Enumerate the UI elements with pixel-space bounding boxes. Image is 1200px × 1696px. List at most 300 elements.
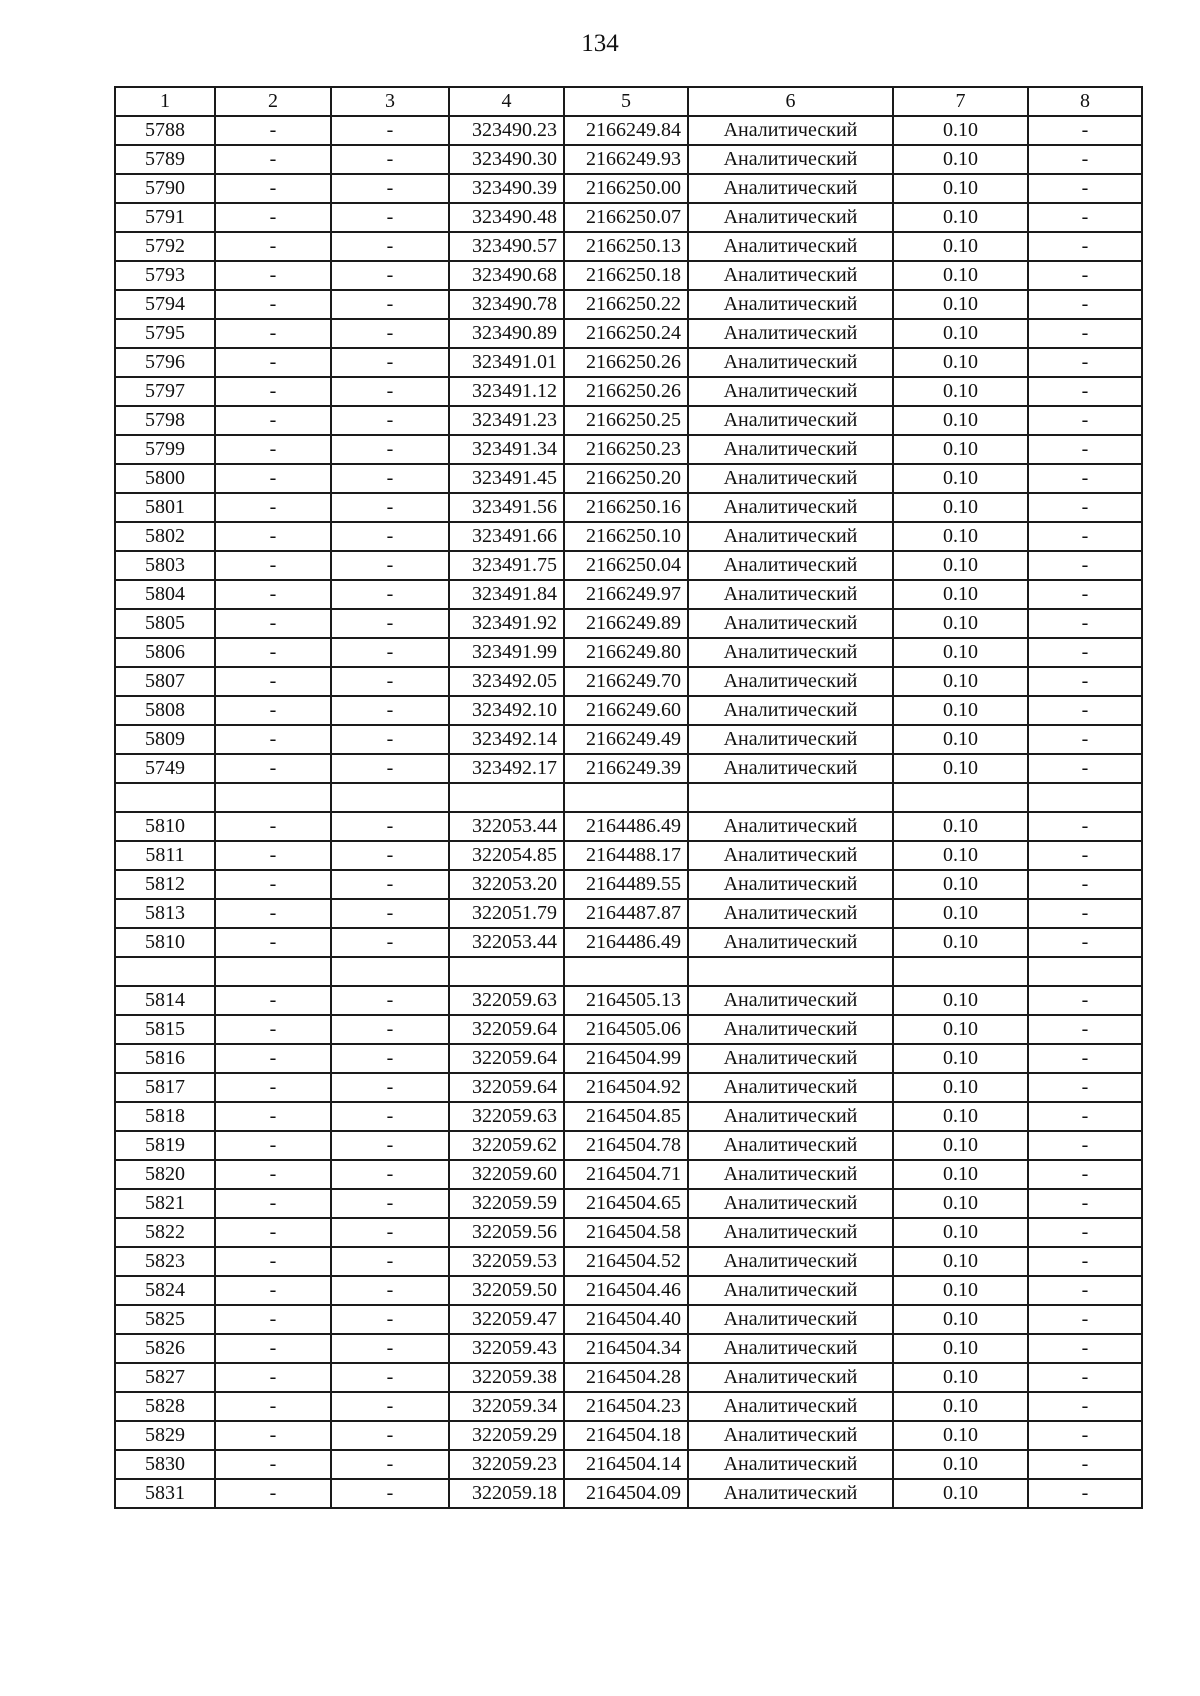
y-coordinate-cell: 2166250.24 [564,319,688,348]
y-coordinate-cell: 2166250.20 [564,464,688,493]
y-coordinate-cell: 2166250.13 [564,232,688,261]
col3-cell: - [331,493,449,522]
x-coordinate-cell: 323492.14 [449,725,564,754]
point-number-cell: 5830 [115,1450,215,1479]
x-coordinate-cell: 323492.05 [449,667,564,696]
table-row-separator [115,783,1142,812]
point-number-cell: 5795 [115,319,215,348]
y-coordinate-cell: 2164504.18 [564,1421,688,1450]
col3-cell [331,957,449,986]
method-cell: Аналитический [688,667,893,696]
col2-cell: - [215,290,331,319]
col2-cell: - [215,1276,331,1305]
col8-cell: - [1028,580,1142,609]
table-row [115,928,1142,957]
table-row [115,1450,1142,1479]
col2-cell [215,783,331,812]
x-coordinate-cell: 322059.63 [449,986,564,1015]
point-number-cell: 5804 [115,580,215,609]
point-number-cell [115,957,215,986]
accuracy-cell: 0.10 [893,290,1028,319]
point-number-cell: 5789 [115,145,215,174]
col3-cell: - [331,116,449,145]
x-coordinate-cell: 322059.56 [449,1218,564,1247]
table-row [115,145,1142,174]
method-cell: Аналитический [688,870,893,899]
col3-cell: - [331,232,449,261]
method-cell: Аналитический [688,203,893,232]
col3-cell: - [331,377,449,406]
point-number-cell: 5793 [115,261,215,290]
col3-cell: - [331,725,449,754]
x-coordinate-cell: 322059.63 [449,1102,564,1131]
col2-cell: - [215,1392,331,1421]
col2-cell: - [215,145,331,174]
method-cell: Аналитический [688,1102,893,1131]
table-row [115,870,1142,899]
method-cell: Аналитический [688,986,893,1015]
method-cell [688,783,893,812]
method-cell: Аналитический [688,1073,893,1102]
point-number-cell: 5807 [115,667,215,696]
y-coordinate-cell: 2164504.09 [564,1479,688,1508]
col8-cell: - [1028,870,1142,899]
accuracy-cell: 0.10 [893,406,1028,435]
x-coordinate-cell: 323491.45 [449,464,564,493]
point-number-cell: 5803 [115,551,215,580]
table-row [115,1363,1142,1392]
x-coordinate-cell: 322053.44 [449,812,564,841]
method-cell: Аналитический [688,725,893,754]
col8-cell: - [1028,667,1142,696]
col3-cell: - [331,580,449,609]
col3-cell: - [331,203,449,232]
method-cell: Аналитический [688,116,893,145]
point-number-cell: 5817 [115,1073,215,1102]
col8-cell: - [1028,928,1142,957]
table-row [115,1189,1142,1218]
x-coordinate-cell: 322059.23 [449,1450,564,1479]
col3-cell: - [331,261,449,290]
accuracy-cell: 0.10 [893,986,1028,1015]
x-coordinate-cell: 323491.23 [449,406,564,435]
x-coordinate-cell: 323491.34 [449,435,564,464]
point-number-cell: 5826 [115,1334,215,1363]
col8-cell: - [1028,464,1142,493]
point-number-cell: 5813 [115,899,215,928]
x-coordinate-cell: 322054.85 [449,841,564,870]
col2-cell: - [215,174,331,203]
accuracy-cell: 0.10 [893,261,1028,290]
x-coordinate-cell: 322059.64 [449,1044,564,1073]
y-coordinate-cell: 2166250.26 [564,348,688,377]
point-number-cell: 5829 [115,1421,215,1450]
column-header: 5 [564,87,688,116]
col2-cell: - [215,1015,331,1044]
accuracy-cell: 0.10 [893,1479,1028,1508]
accuracy-cell: 0.10 [893,899,1028,928]
y-coordinate-cell: 2166250.04 [564,551,688,580]
point-number-cell: 5818 [115,1102,215,1131]
method-cell: Аналитический [688,812,893,841]
col2-cell: - [215,319,331,348]
col2-cell: - [215,116,331,145]
col8-cell: - [1028,1015,1142,1044]
x-coordinate-cell: 322059.43 [449,1334,564,1363]
col2-cell: - [215,522,331,551]
point-number-cell: 5800 [115,464,215,493]
method-cell: Аналитический [688,754,893,783]
col3-cell: - [331,1044,449,1073]
col8-cell: - [1028,609,1142,638]
point-number-cell: 5809 [115,725,215,754]
table-row [115,348,1142,377]
col3-cell: - [331,928,449,957]
x-coordinate-cell: 323490.68 [449,261,564,290]
y-coordinate-cell: 2166250.25 [564,406,688,435]
col2-cell: - [215,580,331,609]
y-coordinate-cell: 2164488.17 [564,841,688,870]
col3-cell: - [331,1421,449,1450]
accuracy-cell: 0.10 [893,203,1028,232]
col2-cell: - [215,725,331,754]
y-coordinate-cell: 2166250.00 [564,174,688,203]
col3-cell: - [331,1247,449,1276]
y-coordinate-cell: 2164486.49 [564,812,688,841]
x-coordinate-cell: 323491.84 [449,580,564,609]
accuracy-cell: 0.10 [893,1305,1028,1334]
y-coordinate-cell: 2164504.99 [564,1044,688,1073]
col3-cell: - [331,1073,449,1102]
method-cell: Аналитический [688,1160,893,1189]
col3-cell: - [331,1450,449,1479]
col3-cell: - [331,1479,449,1508]
table-row [115,1073,1142,1102]
col8-cell: - [1028,1073,1142,1102]
method-cell: Аналитический [688,232,893,261]
col2-cell: - [215,551,331,580]
x-coordinate-cell: 322059.64 [449,1073,564,1102]
x-coordinate-cell: 322059.50 [449,1276,564,1305]
x-coordinate-cell: 322059.29 [449,1421,564,1450]
point-number-cell: 5796 [115,348,215,377]
y-coordinate-cell [564,957,688,986]
col3-cell: - [331,1334,449,1363]
y-coordinate-cell: 2166249.49 [564,725,688,754]
method-cell: Аналитический [688,435,893,464]
point-number-cell: 5812 [115,870,215,899]
col2-cell: - [215,928,331,957]
table-row [115,899,1142,928]
method-cell: Аналитический [688,1247,893,1276]
y-coordinate-cell: 2164487.87 [564,899,688,928]
method-cell: Аналитический [688,319,893,348]
accuracy-cell: 0.10 [893,609,1028,638]
table-row [115,290,1142,319]
method-cell: Аналитический [688,290,893,319]
column-header: 3 [331,87,449,116]
method-cell: Аналитический [688,1276,893,1305]
point-number-cell: 5828 [115,1392,215,1421]
point-number-cell: 5815 [115,1015,215,1044]
accuracy-cell: 0.10 [893,1276,1028,1305]
col3-cell: - [331,1102,449,1131]
table-row [115,319,1142,348]
col3-cell: - [331,174,449,203]
y-coordinate-cell: 2166249.70 [564,667,688,696]
method-cell: Аналитический [688,493,893,522]
accuracy-cell: 0.10 [893,1044,1028,1073]
method-cell: Аналитический [688,174,893,203]
col8-cell: - [1028,377,1142,406]
col2-cell: - [215,638,331,667]
point-number-cell: 5827 [115,1363,215,1392]
accuracy-cell [893,957,1028,986]
col8-cell: - [1028,493,1142,522]
col8-cell: - [1028,841,1142,870]
table-row [115,1044,1142,1073]
col3-cell: - [331,754,449,783]
column-header: 6 [688,87,893,116]
x-coordinate-cell: 323491.66 [449,522,564,551]
y-coordinate-cell: 2164504.92 [564,1073,688,1102]
table-row [115,725,1142,754]
table-row [115,551,1142,580]
col2-cell [215,957,331,986]
point-number-cell: 5805 [115,609,215,638]
col8-cell: - [1028,319,1142,348]
col3-cell: - [331,899,449,928]
col2-cell: - [215,1421,331,1450]
col3-cell: - [331,1276,449,1305]
col2-cell: - [215,1363,331,1392]
y-coordinate-cell: 2164504.34 [564,1334,688,1363]
col2-cell: - [215,1247,331,1276]
y-coordinate-cell: 2164504.65 [564,1189,688,1218]
col3-cell: - [331,464,449,493]
col8-cell: - [1028,1160,1142,1189]
accuracy-cell: 0.10 [893,1247,1028,1276]
col2-cell: - [215,1073,331,1102]
table-row [115,1160,1142,1189]
col3-cell [331,783,449,812]
point-number-cell: 5831 [115,1479,215,1508]
y-coordinate-cell: 2164504.85 [564,1102,688,1131]
col3-cell: - [331,986,449,1015]
col8-cell: - [1028,1421,1142,1450]
point-number-cell [115,783,215,812]
col2-cell: - [215,464,331,493]
y-coordinate-cell: 2166250.07 [564,203,688,232]
x-coordinate-cell: 322053.20 [449,870,564,899]
point-number-cell: 5790 [115,174,215,203]
x-coordinate-cell: 322059.38 [449,1363,564,1392]
col3-cell: - [331,812,449,841]
point-number-cell: 5749 [115,754,215,783]
col8-cell: - [1028,1247,1142,1276]
method-cell: Аналитический [688,928,893,957]
x-coordinate-cell [449,783,564,812]
table-row [115,232,1142,261]
accuracy-cell: 0.10 [893,1421,1028,1450]
col8-cell: - [1028,145,1142,174]
page-number: 134 [581,30,619,57]
col3-cell: - [331,609,449,638]
y-coordinate-cell: 2166249.39 [564,754,688,783]
col3-cell: - [331,696,449,725]
x-coordinate-cell: 323490.89 [449,319,564,348]
method-cell: Аналитический [688,261,893,290]
y-coordinate-cell: 2166249.80 [564,638,688,667]
point-number-cell: 5820 [115,1160,215,1189]
method-cell: Аналитический [688,1044,893,1073]
method-cell: Аналитический [688,1450,893,1479]
accuracy-cell: 0.10 [893,1102,1028,1131]
col3-cell: - [331,435,449,464]
y-coordinate-cell: 2164504.28 [564,1363,688,1392]
point-number-cell: 5806 [115,638,215,667]
col8-cell: - [1028,203,1142,232]
col2-cell: - [215,406,331,435]
col2-cell: - [215,667,331,696]
col8-cell: - [1028,899,1142,928]
col2-cell: - [215,1044,331,1073]
point-number-cell: 5819 [115,1131,215,1160]
accuracy-cell: 0.10 [893,1073,1028,1102]
table-row [115,580,1142,609]
accuracy-cell: 0.10 [893,116,1028,145]
column-header: 4 [449,87,564,116]
method-cell: Аналитический [688,406,893,435]
method-cell: Аналитический [688,145,893,174]
table-row [115,116,1142,145]
accuracy-cell: 0.10 [893,1218,1028,1247]
col2-cell: - [215,203,331,232]
y-coordinate-cell: 2164504.40 [564,1305,688,1334]
x-coordinate-cell: 323491.12 [449,377,564,406]
col2-cell: - [215,841,331,870]
point-number-cell: 5811 [115,841,215,870]
table-row [115,1392,1142,1421]
y-coordinate-cell: 2166250.16 [564,493,688,522]
x-coordinate-cell: 322059.62 [449,1131,564,1160]
col3-cell: - [331,1218,449,1247]
col3-cell: - [331,841,449,870]
col2-cell: - [215,1334,331,1363]
point-number-cell: 5792 [115,232,215,261]
y-coordinate-cell: 2164504.71 [564,1160,688,1189]
x-coordinate-cell: 323492.10 [449,696,564,725]
col2-cell: - [215,812,331,841]
table-row [115,638,1142,667]
accuracy-cell: 0.10 [893,464,1028,493]
y-coordinate-cell: 2166250.22 [564,290,688,319]
table-row [115,754,1142,783]
col8-cell: - [1028,1276,1142,1305]
col2-cell: - [215,1450,331,1479]
accuracy-cell: 0.10 [893,754,1028,783]
x-coordinate-cell: 323491.75 [449,551,564,580]
col3-cell: - [331,406,449,435]
col8-cell: - [1028,406,1142,435]
accuracy-cell: 0.10 [893,696,1028,725]
col3-cell: - [331,145,449,174]
col2-cell: - [215,1131,331,1160]
col8-cell [1028,783,1142,812]
table-row [115,203,1142,232]
col8-cell: - [1028,290,1142,319]
y-coordinate-cell: 2166249.84 [564,116,688,145]
table-row [115,1131,1142,1160]
col2-cell: - [215,899,331,928]
x-coordinate-cell: 323492.17 [449,754,564,783]
col8-cell: - [1028,261,1142,290]
accuracy-cell: 0.10 [893,319,1028,348]
method-cell: Аналитический [688,1479,893,1508]
col8-cell: - [1028,1131,1142,1160]
col8-cell: - [1028,812,1142,841]
col8-cell: - [1028,1392,1142,1421]
accuracy-cell: 0.10 [893,348,1028,377]
column-header: 7 [893,87,1028,116]
table-row [115,1015,1142,1044]
table-row [115,986,1142,1015]
method-cell: Аналитический [688,1131,893,1160]
method-cell: Аналитический [688,1421,893,1450]
table-row [115,435,1142,464]
column-header: 8 [1028,87,1142,116]
y-coordinate-cell: 2166249.97 [564,580,688,609]
point-number-cell: 5810 [115,812,215,841]
col8-cell: - [1028,551,1142,580]
col3-cell: - [331,1305,449,1334]
method-cell: Аналитический [688,899,893,928]
table-row [115,377,1142,406]
table-row [115,667,1142,696]
table-row [115,464,1142,493]
col2-cell: - [215,754,331,783]
point-number-cell: 5798 [115,406,215,435]
method-cell [688,957,893,986]
table-row [115,1305,1142,1334]
accuracy-cell: 0.10 [893,1160,1028,1189]
point-number-cell: 5788 [115,116,215,145]
y-coordinate-cell: 2164504.23 [564,1392,688,1421]
y-coordinate-cell: 2166250.18 [564,261,688,290]
method-cell: Аналитический [688,551,893,580]
table-row [115,522,1142,551]
col2-cell: - [215,696,331,725]
accuracy-cell: 0.10 [893,1392,1028,1421]
column-header: 1 [115,87,215,116]
col3-cell: - [331,348,449,377]
col2-cell: - [215,1305,331,1334]
y-coordinate-cell: 2166250.23 [564,435,688,464]
x-coordinate-cell: 322059.34 [449,1392,564,1421]
table-row [115,406,1142,435]
table-row [115,812,1142,841]
col3-cell: - [331,1131,449,1160]
x-coordinate-cell: 322051.79 [449,899,564,928]
table-row [115,1334,1142,1363]
col2-cell: - [215,261,331,290]
accuracy-cell: 0.10 [893,667,1028,696]
col3-cell: - [331,1392,449,1421]
method-cell: Аналитический [688,609,893,638]
y-coordinate-cell: 2166249.60 [564,696,688,725]
col8-cell: - [1028,232,1142,261]
y-coordinate-cell: 2164504.14 [564,1450,688,1479]
